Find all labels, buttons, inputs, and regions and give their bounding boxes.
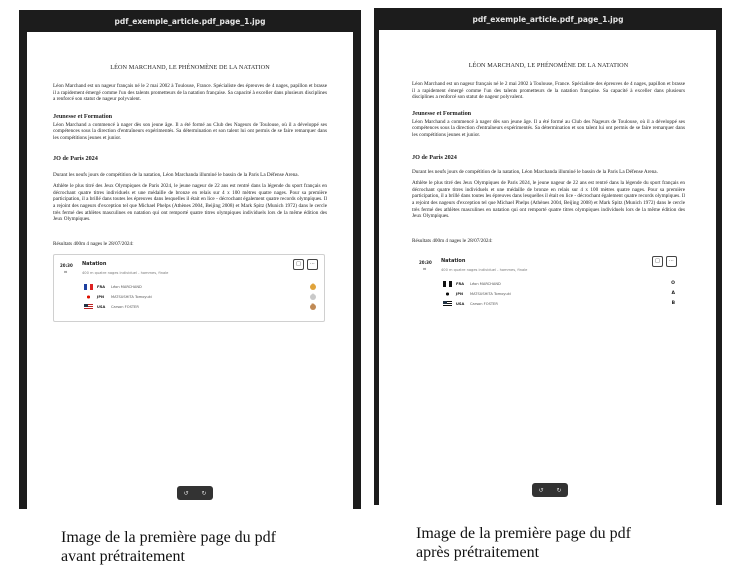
swimming-icon: ≈ <box>423 267 427 274</box>
flag-japan-icon <box>84 294 93 300</box>
flag-usa-icon <box>443 301 452 307</box>
caption-line: avant prétraitement <box>61 548 185 565</box>
athlete-name: Carson FOSTER <box>111 304 139 309</box>
gold-medal-icon: O <box>311 283 315 289</box>
country-code: JPN <box>456 291 463 296</box>
flag-france-icon <box>443 281 452 287</box>
rotate-right-icon[interactable]: ↻ <box>556 486 562 494</box>
bronze-medal-icon: B <box>311 303 315 309</box>
image-viewer-after <box>374 8 722 505</box>
country-code: USA <box>97 304 106 309</box>
heading-youth: Jeunesse et Formation <box>412 109 472 117</box>
medal-bronze: B <box>671 301 675 307</box>
article-jo-2: Athlète le plus titré des Jeux Olympiques de Paris 2024, le jeune nageur de 22 ans est rentré dans la légende du sport français en décrochant quatre titres individuels et une médaille de bronze en relais sur 4 x 100 mètres quatre nages. Pour sa première participation, il a brillé dans toutes les épreuves dans lesquelles il était en lice - décrochant également quatre records olympiques. Il a rejoint des nageurs d'exception tel que Michael Phelps (Athènes 2004, Beijing 2008) et Mark Spitz (Munich 1972) dans le cercle très fermé des athlètes masculines en natation qui ont remporté quatre titres olympiques individuels lors de la même édition des Jeux Olympiques. <box>53 183 327 223</box>
silver-medal-icon: A <box>311 293 315 299</box>
caption-before <box>61 528 276 566</box>
article-intro: Léon Marchand est un nageur français né le 2 mai 2002 à Toulouse, France. Spécialiste des épreuves de 4 nages, papillon et brasse il a rapidement émergé comme l'un des talents prometteurs de la natation française. Sa capacité à exceller dans plusieurs disciplines a renforcé son statut de nageur polyvalent. <box>412 81 685 101</box>
image-viewer-before <box>19 10 361 509</box>
flag-usa-icon <box>84 304 93 310</box>
article-youth: Léon Marchand a commencé à nager dès son jeune âge. Il a été formé au Club des Nageurs de Toulouse, où il a développé ses compétences sous la direction d'entraîneurs expérimentés. Sa détermination et son talent lui ont permis de se faire remarquer dans les compétitions jeunes et junior. <box>412 118 685 138</box>
flag-france-icon <box>84 284 93 290</box>
article <box>27 32 353 322</box>
result-row <box>443 290 675 297</box>
article <box>379 30 716 319</box>
rotate-left-icon[interactable]: ↺ <box>183 489 189 497</box>
article-title: LÉON MARCHAND, LE PHÉNOMÈNE DE LA NATATION <box>468 62 629 69</box>
medal-silver: A <box>671 291 675 297</box>
article-jo-2: Athlète le plus titré des Jeux Olympiques de Paris 2024, le jeune nageur de 22 ans est rentré dans la légende du sport français en décrochant quatre titres individuels et une médaille de bronze en relais sur 4 x 100 mètres quatre nages. Pour sa première participation, il a brillé dans toutes les épreuves dans lesquelles il était en lice - décrochant également quatre records olympiques. Il a rejoint des nageurs d'exception tel que Michael Phelps (Athènes 2004, Beijing 2008) et Mark Spitz (Munich 1972) dans le cercle très fermé des athlètes masculines en natation qui ont remporté quatre titres olympiques individuels lors de la même édition des Jeux Olympiques. <box>412 180 685 220</box>
results-label: Résultats 400m 4 nages le 28/07/2024: <box>53 240 134 247</box>
pdf-page-image <box>379 30 716 505</box>
article-jo-1: Durant les neufs jours de compétition de la natation, Léon Marchanda illuminé le bassin de la Paris La Défense Arena. <box>412 168 658 175</box>
rotate-toolbar <box>177 486 213 500</box>
window-title: pdf_exemple_article.pdf_page_1.jpg <box>472 14 624 24</box>
result-row <box>84 293 316 300</box>
country-code: USA <box>456 301 465 306</box>
swimming-icon: ≈ <box>64 270 68 277</box>
calendar-icon[interactable]: □ <box>293 259 304 270</box>
rotate-right-icon[interactable]: ↻ <box>201 489 207 497</box>
athlete-name: Léon MARCHAND <box>470 281 501 286</box>
window-title: pdf_exemple_article.pdf_page_1.jpg <box>114 16 266 26</box>
caption-line: Image de la première page du pdf <box>416 525 632 542</box>
flag-japan-icon <box>443 291 452 297</box>
results-card <box>412 251 684 319</box>
athlete-name: Léon MARCHAND <box>111 284 142 289</box>
heading-youth: Jeunesse et Formation <box>53 112 113 120</box>
heading-jo: JO de Paris 2024 <box>53 154 98 162</box>
country-code: FRA <box>97 284 106 289</box>
article-title: LÉON MARCHAND, LE PHÉNOMÈNE DE LA NATATION <box>110 64 270 71</box>
event-sport: Natation <box>441 258 466 265</box>
article-intro: Léon Marchand est un nageur français né le 2 mai 2002 à Toulouse, France. Spécialiste des épreuves de 4 nages, papillon et brasse il a rapidement émergé comme l'un des talents prometteurs de la natation française. Sa capacité à exceller dans plusieurs disciplines a renforcé son statut de nageur polyvalent. <box>53 83 327 103</box>
event-time: 20:30 <box>60 263 73 269</box>
event-name: 400 m quatre nages individuel - hommes, finale <box>82 271 169 276</box>
result-row <box>443 280 675 287</box>
athlete-name: MATSUSHITA Tomoyuki <box>111 294 152 299</box>
country-code: JPN <box>97 294 104 299</box>
athlete-name: Carson FOSTER <box>470 301 498 306</box>
rotate-left-icon[interactable]: ↺ <box>538 486 544 494</box>
result-row <box>443 300 675 307</box>
caption-line: après prétraitement <box>416 544 540 561</box>
rotate-toolbar <box>532 483 568 497</box>
more-options-icon[interactable]: ⋯ <box>666 256 677 267</box>
caption-after <box>416 524 631 562</box>
country-code: FRA <box>456 281 465 286</box>
results-card <box>53 254 325 322</box>
result-row <box>84 283 316 290</box>
event-time: 20:30 <box>419 260 432 266</box>
article-youth: Léon Marchand a commencé à nager dès son jeune âge. Il a été formé au Club des Nageurs de Toulouse, où il a développé ses compétences sous la direction d'entraîneurs expérimentés. Sa détermination et son talent lui ont permis de se faire remarquer dans les compétitions jeunes et junior. <box>53 121 327 141</box>
medal-gold: O <box>671 281 675 287</box>
more-options-icon[interactable]: ⋯ <box>307 259 318 270</box>
pdf-page-image <box>27 32 353 509</box>
article-jo-1: Durant les neufs jours de compétition de la natation, Léon Marchanda illuminé le bassin de la Paris La Défense Arena. <box>53 171 299 178</box>
event-name: 400 m quatre nages individuel - hommes, finale <box>441 268 528 273</box>
results-label: Résultats 400m 4 nages le 28/07/2024: <box>412 237 493 244</box>
heading-jo: JO de Paris 2024 <box>412 153 457 161</box>
event-sport: Natation <box>82 261 107 268</box>
athlete-name: MATSUSHITA Tomoyuki <box>470 291 511 296</box>
result-row <box>84 303 316 310</box>
caption-line: Image de la première page du pdf <box>61 529 277 546</box>
calendar-icon[interactable]: □ <box>652 256 663 267</box>
